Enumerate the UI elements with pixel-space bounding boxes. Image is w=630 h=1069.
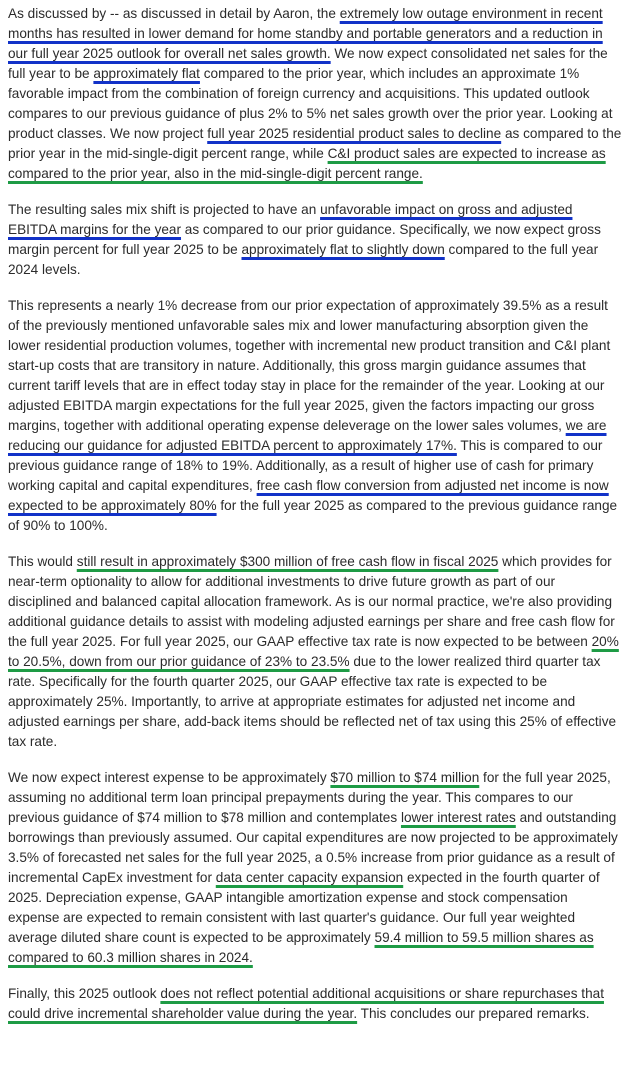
paragraph-free-cash-flow-tax [8, 552, 622, 752]
body-text: The resulting sales mix shift is projected to have an [8, 202, 321, 217]
body-text: and outstanding borrowings than previously assumed. Our capital expenditures are now projected to be approximately 3.5% of forecasted net sales for the full year 2025, a 0.5% increase from prior guidance as a result of incremental CapEx investment for [8, 810, 618, 885]
body-text: expected in the fourth quarter of 2025. Depreciation expense, GAAP intangible amortization expense and stock compensation expense are expected to remain consistent with last quarter's guidance. Our full year weighted average diluted share count is expected to be approximately [8, 870, 600, 945]
body-text: for the full year 2025, assuming no additional term loan principal prepayments during the year. This compares to our previous guidance of $74 million to $78 million and contemplates [8, 770, 611, 825]
body-text: We now expect consolidated net sales for the full year to be [8, 46, 608, 81]
highlight-green-underline: C&I product sales are expected to increase as compared to the prior year, also in the mid-single-digit percent range. [8, 146, 606, 181]
highlight-green-underline: 20% to 20.5%, down from our prior guidance of 23% to 23.5% [8, 634, 619, 669]
highlight-green-underline: does not reflect potential additional acquisitions or share repurchases that could drive incremental shareholder value during the year. [8, 986, 604, 1021]
body-text: We now expect interest expense to be approximately [8, 770, 331, 785]
body-text: As discussed by -- as discussed in detail by Aaron, the [8, 6, 340, 21]
highlight-blue-underline: we are reducing our guidance for adjusted EBITDA percent to approximately 17%. [8, 418, 607, 453]
paragraph-closing-remarks [8, 984, 622, 1024]
highlight-green-underline: $70 million to $74 million [330, 770, 480, 785]
paragraph-gross-margin-ebitda [8, 296, 622, 536]
highlight-green-underline: data center capacity expansion [215, 870, 404, 885]
paragraph-outlook-net-sales [8, 4, 622, 184]
highlight-green-underline: still result in approximately $300 million of free cash flow in fiscal 2025 [76, 554, 499, 569]
highlight-blue-underline: approximately flat to slightly down [241, 242, 445, 257]
highlight-green-underline: lower interest rates [400, 810, 516, 825]
highlight-green-underline: 59.4 million to 59.5 million shares as compared to 60.3 million shares in 2024. [8, 930, 594, 965]
body-text: as compared to our prior guidance. Specifically, we now expect gross margin percent for full year 2025 to be [8, 222, 601, 257]
highlight-blue-underline: full year 2025 residential product sales to decline [207, 126, 502, 141]
body-text: This concludes our prepared remarks. [357, 1006, 590, 1021]
body-text: compared to the full year 2024 levels. [8, 242, 599, 277]
body-text: which provides for near-term optionality to allow for additional investments to drive future growth as part of our disciplined and balanced capital allocation framework. As is our normal practice, we're also providing additional guidance details to assist with modeling adjusted earnings per share and free cash flow for the full year 2025. For full year 2025, our GAAP effective tax rate is now expected to be between [8, 554, 615, 649]
highlight-blue-underline: unfavorable impact on gross and adjusted EBITDA margins for the year [8, 202, 573, 237]
body-text: compared to the prior year, which includes an approximate 1% favorable impact from the combination of foreign currency and acquisitions. This updated outlook compares to our previous guidance of plus 2% to 5% net sales growth over the prior year. Looking at product classes. We now project [8, 66, 613, 141]
body-text: This represents a nearly 1% decrease from our prior expectation of approximately 39.5% as a result of the previously mentioned unfavorable sales mix and lower manufacturing absorption given the lower residential production volumes, together with incremental new product transition and C&I plant start-up costs that are transitory in nature. Additionally, this gross margin guidance assumes that current tariff levels that are in effect today stay in place for the remainder of the year. Looking at our adjusted EBITDA margin expectations for the full year 2025, given the factors impacting our gross margins, together with additional operating expense deleverage on the lower sales volumes, [8, 298, 611, 433]
paragraph-sales-mix-margins [8, 200, 622, 280]
body-text: for the full year 2025 as compared to the previous guidance range of 90% to 100%. [8, 498, 618, 533]
highlight-blue-underline: free cash flow conversion from adjusted net income is now expected to be approximately 80% [8, 478, 609, 513]
highlight-blue-underline: approximately flat [93, 66, 200, 81]
body-text: due to the lower realized third quarter tax rate. Specifically for the fourth quarter 2025, our GAAP effective tax rate is expected to be approximately 25%. Importantly, to arrive at appropriate estimates for adjusted net income and adjusted earnings per share, add-back items should be reflected net of tax using this 25% of effective tax rate. [8, 654, 617, 749]
highlight-blue-underline: extremely low outage environment in recent months has resulted in lower demand for home standby and portable generators and a reduction in our full year 2025 outlook for overall net sales growth. [8, 6, 603, 61]
body-text: Finally, this 2025 outlook [8, 986, 161, 1001]
paragraph-interest-capex-shares [8, 768, 622, 968]
body-text: as compared to the prior year in the mid-single-digit percent range, while [8, 126, 622, 161]
body-text: This would [8, 554, 77, 569]
body-text: This is compared to our previous guidance range of 18% to 19%. Additionally, as a result of higher use of cash for primary working capital and capital expenditures, [8, 438, 603, 493]
